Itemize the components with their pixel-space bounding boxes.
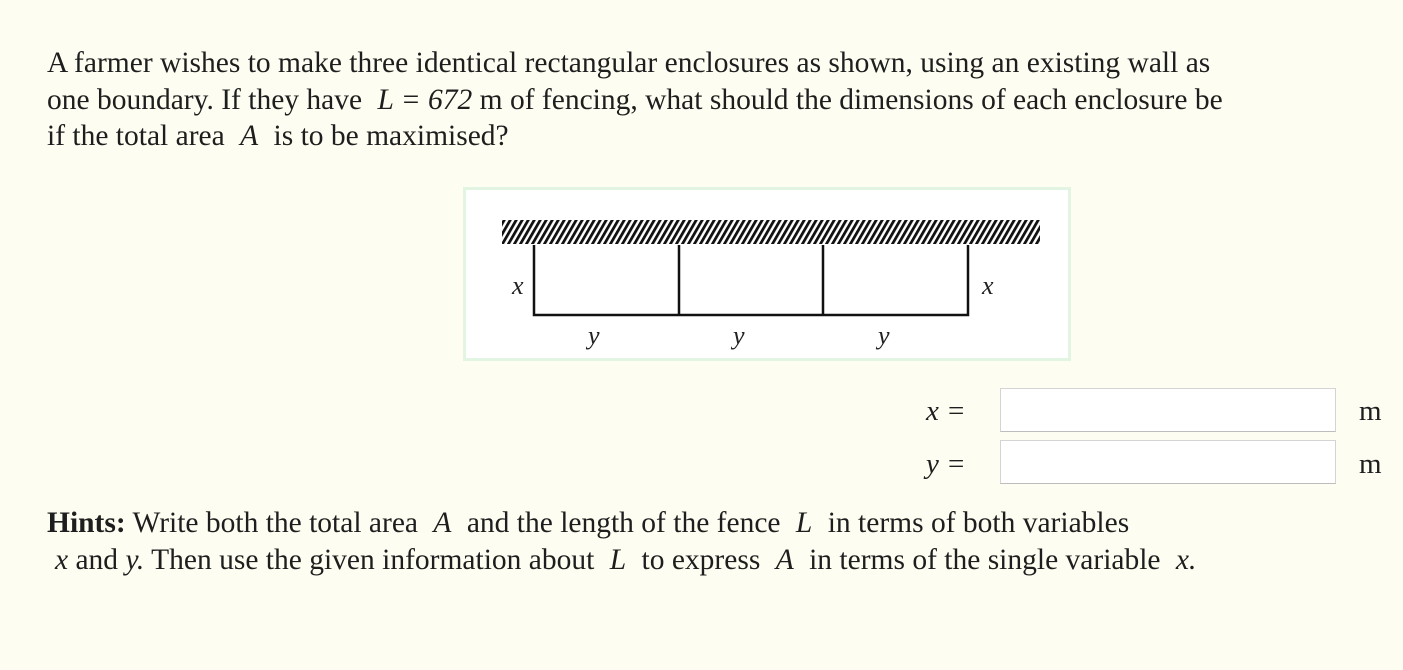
hint-var-y: y. [125,543,145,576]
answer-y-input[interactable] [1000,440,1336,484]
hint-var-x: x [55,543,69,576]
answer-y-unit: m [1359,448,1382,480]
hint-var-A: A [433,507,452,539]
hint-part-4: and [75,543,119,576]
question-part-3: is to be maximised? [273,120,509,152]
label-y-2: y [733,321,745,350]
label-y-1: y [588,321,600,350]
hint-part-1: Write both the total area [132,507,419,539]
length-equation: L = 672 [377,83,473,116]
answer-x-unit: m [1359,395,1382,427]
hint-var-A-2: A [775,543,794,576]
hint-part-3: in terms of both variables [827,507,1130,539]
question-text [47,45,1227,155]
hints-text [47,505,1247,578]
label-x-left: x [512,271,524,300]
hint-var-L-2: L [609,543,627,576]
enclosure-diagram [463,187,1071,361]
label-y-3: y [878,321,890,350]
answer-x-label: x = [926,395,966,427]
answer-y-label: y = [926,448,966,480]
area-variable: A [240,120,259,152]
hints-title: Hints: [47,507,126,539]
question-part-1: A farmer wishes to make three identical rectangular enclosures as shown, using an existing wall as one boundary. If they have [47,47,1211,116]
hint-part-5: Then use the given information about [151,543,595,576]
enclosure-diagram-svg [466,190,1068,358]
hint-part-7: in terms of the single variable [809,543,1161,576]
hint-part-2: and the length of the fence [466,507,781,539]
question-part-2: m of fencing, what should the dimensions of each enclosure be if the total area [47,83,1223,152]
hint-var-x-2: x. [1175,543,1197,576]
hint-part-6: to express [641,543,761,576]
label-x-right: x [982,271,994,300]
fence-outline [534,245,968,315]
answer-x-input[interactable] [1000,388,1336,432]
wall-hatching [502,220,1040,244]
hint-var-L: L [795,507,813,539]
